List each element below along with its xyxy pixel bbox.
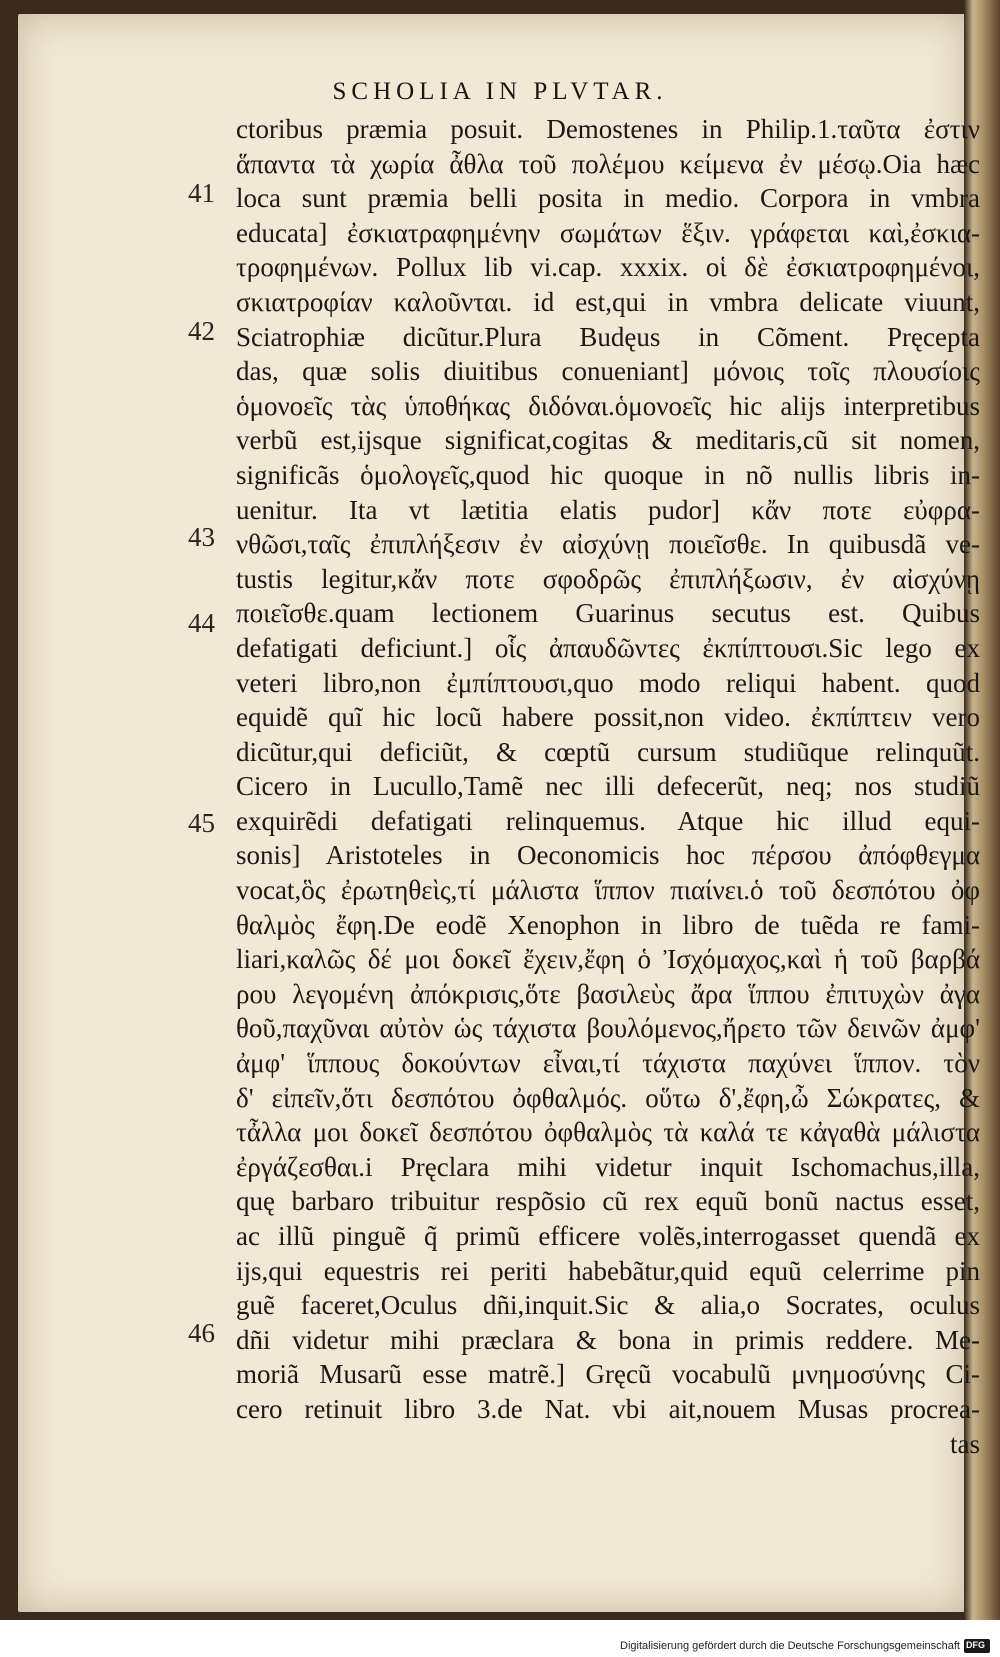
text-line: quę barbaro tribuitur respõsio cũ rex equũ bonũ nactus esset, — [236, 1186, 980, 1217]
text-line: ctoribus præmia posuit. Demostenes in Philip.1.ταῦτα ἐστιν — [236, 114, 980, 144]
text-line: loca sunt præmia belli posita in medio. Corpora in vmbra — [236, 183, 980, 214]
page-header: SCHOLIA IN PLVTAR. — [332, 78, 668, 105]
text-line: equidẽ quĩ hic locũ habere possit,non video. ἐκπίπτειν vero — [236, 702, 980, 733]
text-line: θοῦ,παχῦναι αὐτὸν ὡς τάχιστα βουλόμενος,ἤρετο τῶν δεινῶν ἀμφ' — [236, 1013, 980, 1044]
text-line: dicũtur,qui deficiũt, & cœptũ cursum studiũque relinquũt. — [236, 736, 980, 767]
text-line: δ' εἰπεῖν,ὅτι δεσπότου ὀφθαλμός. οὕτω δ',ἔφη,ὦ Σώκρατες, & — [236, 1082, 980, 1113]
text-line: educata] ἐσκιατραφημένην σωμάτων ἕξιν. γράφεται καὶ,ἐσκια- — [236, 217, 980, 248]
text-line: Cicero in Lucullo,Tamẽ nec illi defecerũt, neq; nos studiũ — [236, 771, 980, 802]
body-text — [236, 112, 980, 1461]
text-line: τροφημένων. Pollux lib vi.cap. xxxix. οἱ δὲ ἐσκιατροφημένοι, — [236, 252, 980, 283]
text-line: uenitur. Ita vt lætitia elatis pudor] κἄν ποτε εὐφρα- — [236, 494, 980, 525]
text-line: cero retinuit libro 3.de Nat. vbi ait,nouem Musas procrea- — [236, 1393, 980, 1424]
text-line: ρου λεγομένη ἀπόκρισις,ὅτε βασιλεὺς ἄρα ἵππου ἐπιτυχὼν ἀγα — [236, 978, 980, 1009]
text-line: tustis legitur,κἄν ποτε σφοδρῶς ἐπιπλήξωσιν, ἐν αἰσχύνῃ — [236, 563, 980, 594]
text-line: ὁμονοεῖς τὰς ὑποθήκας διδόναι.ὁμονοεῖς hic alijs interpretibus — [236, 390, 980, 421]
text-line: sonis] Aristoteles in Oeconomicis hoc πέρσου ἀπόφθεγμα — [236, 840, 980, 871]
margin-number: 44 — [188, 608, 215, 638]
margin-number: 43 — [188, 522, 215, 552]
text-line: ἀμφ' ἵππους δοκούντων εἶναι,τί τάχιστα παχύνει ἵππον. τὸν — [236, 1048, 980, 1079]
dfg-logo-icon — [964, 1639, 990, 1653]
text-line: exquirẽdi defatigati relinquemus. Atque hic illud equi- — [236, 805, 980, 836]
text-line: τἆλλα μοι δοκεῖ δεσπότου ὀφθαλμὸς τὰ καλά τε κἀγαθὰ μάλιστα — [236, 1117, 980, 1148]
text-line: vocat,ὃς ἐρωτηθεὶς,τί μάλιστα ἵππον πιαίνει.ὁ τοῦ δεσπότου ὀφ — [236, 875, 980, 906]
text-line: ποιεῖσθε.quam lectionem Guarinus secutus est. Quibus — [236, 598, 980, 629]
text-line: ἐργάζεσθαι.i Pręclara mihi videtur inquit Ischomachus,illa, — [236, 1151, 980, 1182]
text-line: veteri libro,non ἐμπίπτουσι,quo modo reliqui habent. quod — [236, 667, 980, 698]
text-line: dñi videtur mihi præclara & bona in primis reddere. Me- — [236, 1324, 980, 1355]
margin-number: 46 — [188, 1318, 215, 1348]
text-line: defatigati deficiunt.] οἷς ἀπαυδῶντες ἐκπίπτουσι.Sic lego ex — [236, 632, 980, 663]
text-line: θαλμὸς ἔφη.De eodẽ Xenophon in libro de tuẽda re fami- — [236, 909, 980, 940]
dfg-logo-label: DFG — [966, 1640, 985, 1650]
text-line: moriã Musarũ esse matrẽ.] Gręcũ vocabulũ μνημοσύνης Ci- — [236, 1359, 980, 1390]
text-line: Sciatrophiæ dicũtur.Plura Budęus in Cõment. Pręcepta — [236, 321, 980, 352]
margin-number: 42 — [188, 316, 215, 346]
footer-credit: Digitalisierung gefördert durch die Deutsche Forschungsgemeinschaft — [620, 1640, 960, 1652]
text-line: σκιατροφίαν καλοῦνται. id est,qui in vmbra delicate viuunt, — [236, 286, 980, 317]
margin-number: 41 — [188, 178, 215, 208]
text-line: ac illũ pinguẽ q̃ primũ efficere volẽs,interrogasset quendã ex — [236, 1221, 980, 1251]
text-line: ijs,qui equestris rei periti habebãtur,quid equũ celerrime pin — [236, 1255, 980, 1286]
catchword: tas — [950, 1428, 980, 1459]
text-line: liari,καλῶς δέ μοι δοκεῖ ἔχειν,ἔφη ὁ Ἰσχόμαχος,καὶ ἡ τοῦ βαρβά — [236, 944, 980, 975]
text-line: significãs ὁμολογεῖς,quod hic quoque in nõ nullis libris in- — [236, 459, 980, 490]
text-line: νθῶσι,ταῖς ἐπιπλήξεσιν ἐν αἰσχύνῃ ποιεῖσθε. In quibusdã ve- — [236, 529, 980, 560]
text-line: verbũ est,ijsque significat,cogitas & meditaris,cũ sit nomen, — [236, 425, 980, 456]
text-line: das, quæ solis diuitibus conueniant] μόνοις τοῖς πλουσίοις — [236, 356, 980, 387]
footer-bar — [0, 1636, 1000, 1657]
text-line: ἅπαντα τὰ χωρία ἆθλα τοῦ πολέμου κείμενα ἐν μέσῳ.Oia hæc — [236, 148, 980, 179]
text-line: guẽ faceret,Oculus dñi,inquit.Sic & alia,o Socrates, oculus — [236, 1290, 980, 1321]
margin-number: 45 — [188, 808, 215, 838]
